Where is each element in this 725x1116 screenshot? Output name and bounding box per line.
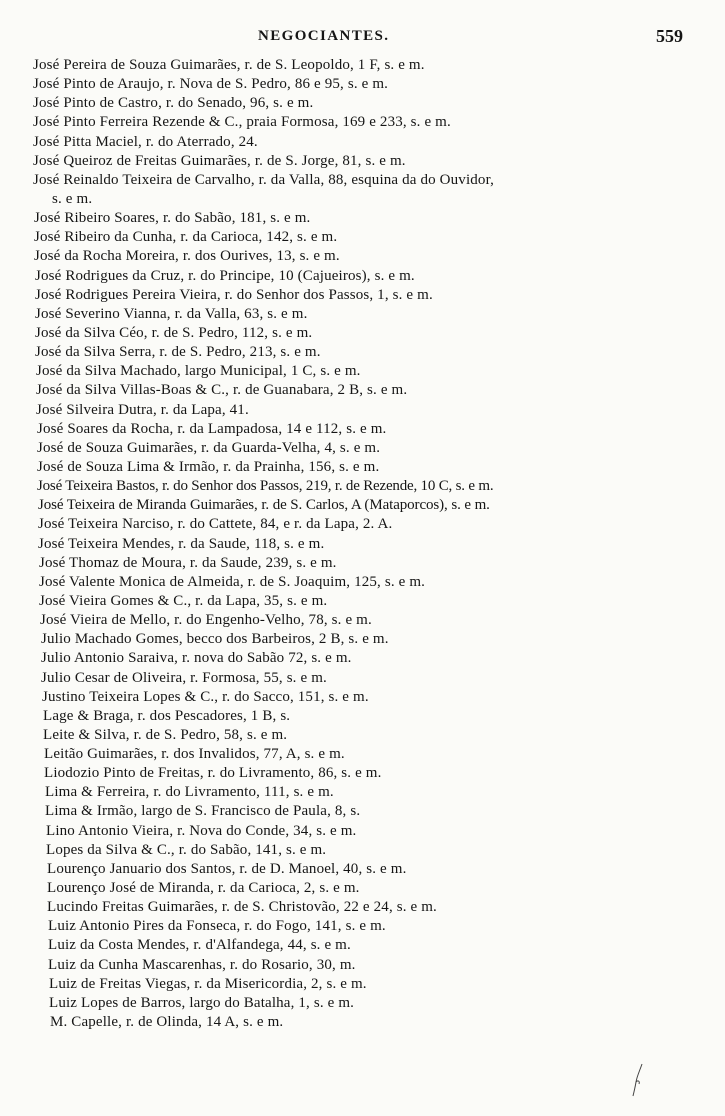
entry-text: José Silveira Dutra, r. da Lapa, 41. [36,401,249,418]
entry-text: José de Souza Guimarães, r. da Guarda-Velha, 4, s. e m. [37,439,381,456]
entry-text: José de Souza Lima & Irmão, r. da Prainha, 156, s. e m. [37,458,380,475]
list-item [0,879,725,898]
list-item [0,841,725,860]
entry-text: José Severino Vianna, r. da Valla, 63, s. e m. [35,305,308,322]
list-item [0,898,725,917]
entry-text: Leite & Silva, r. de S. Pedro, 58, s. e m. [43,726,288,743]
list-item [0,975,725,994]
entry-text: José Soares da Rocha, r. da Lampadosa, 14 e 112, s. e m. [37,420,387,437]
entry-text: José Pinto de Castro, r. do Senado, 96, s. e m. [33,95,314,112]
entry-text: José Pereira de Souza Guimarães, r. de S. Leopoldo, 1 F, s. e m. [33,57,425,73]
entry-text: José Reinaldo Teixeira de Carvalho, r. da Valla, 88, esquina da do Ouvidor, [33,171,495,188]
entry-text: José da Silva Céo, r. de S. Pedro, 112, s. e m. [35,324,313,341]
list-item [0,75,725,94]
list-item [0,152,725,171]
entry-text: Lourenço José de Miranda, r. da Carioca, 2, s. e m. [47,880,360,897]
list-item [0,381,725,400]
entry-text: José Teixeira de Miranda Guimarães, r. de S. Carlos, A (Mataporcos), s. e m. [38,497,490,514]
entry-text: José da Silva Villas-Boas & C., r. de Guanabara, 2 B, s. e m. [36,382,408,399]
list-item [0,726,725,745]
list-item [0,783,725,802]
list-item [0,764,725,783]
entry-text: Lima & Ferreira, r. do Livramento, 111, s. e m. [45,784,334,801]
entry-text: José Vieira de Mello, r. do Engenho-Velho, 78, s. e m. [40,612,372,629]
list-item [0,94,725,113]
entry-text: Luiz Antonio Pires da Fonseca, r. do Fogo, 141, s. e m. [48,918,386,935]
list-item [0,496,725,515]
list-item [0,247,725,266]
list-item [0,630,725,649]
entry-text: Julio Antonio Saraiva, r. nova do Sabão 72, s. e m. [41,650,352,667]
entry-text: José Rodrigues Pereira Vieira, r. do Senhor dos Passos, 1, s. e m. [35,286,433,303]
entry-text: Lage & Braga, r. dos Pescadores, 1 B, s. [43,707,291,724]
entry-text: José da Silva Serra, r. de S. Pedro, 213, s. e m. [35,344,321,361]
list-item [0,554,725,573]
list-item [0,707,725,726]
list-item [0,286,725,305]
list-item [0,439,725,458]
entry-text: José Teixeira Narciso, r. do Cattete, 84, e r. da Lapa, 2. A. [38,516,393,533]
list-item [0,592,725,611]
entry-text: Luiz da Cunha Mascarenhas, r. do Rosario, 30, m. [48,956,356,973]
list-item [0,994,725,1013]
list-item [0,535,725,554]
entry-text: José da Silva Machado, largo Municipal, 1 C, s. e m. [36,363,361,380]
list-item [0,305,725,324]
entry-text: Luiz Lopes de Barros, largo do Batalha, 1, s. e m. [49,994,355,1011]
list-item [0,362,725,381]
list-item [0,477,725,496]
list-item [0,343,725,362]
list-item [0,802,725,821]
entry-text: Leitão Guimarães, r. dos Invalidos, 77, A, s. e m. [44,746,345,763]
list-item [0,515,725,534]
entry-text: José da Rocha Moreira, r. dos Ourives, 13, s. e m. [34,248,340,265]
entry-text: Lourenço Januario dos Santos, r. de D. Manoel, 40, s. e m. [47,860,407,877]
entry-text: José Teixeira Mendes, r. da Saude, 118, s. e m. [38,535,325,552]
entry-text: M. Capelle, r. de Olinda, 14 A, s. e m. [50,1014,284,1031]
entry-text: José Pitta Maciel, r. do Aterrado, 24. [33,133,258,150]
entry-text: Julio Machado Gomes, becco dos Barbeiros, 2 B, s. e m. [41,631,389,648]
list-item [0,420,725,439]
entry-text: José Pinto Ferreira Rezende & C., praia Formosa, 169 e 233, s. e m. [33,114,451,131]
entry-text: José Vieira Gomes & C., r. da Lapa, 35, s. e m. [39,592,328,609]
list-item [0,171,725,190]
list-item [0,113,725,132]
entry-text: Lima & Irmão, largo de S. Francisco de Paula, 8, s. [45,803,361,820]
list-item [0,209,725,228]
entry-text: José Thomaz de Moura, r. da Saude, 239, s. e m. [39,554,337,571]
list-item [0,745,725,764]
list-item [0,860,725,879]
list-item [0,458,725,477]
list-item [0,573,725,592]
entry-text: José Ribeiro da Cunha, r. da Carioca, 142, s. e m. [34,229,338,246]
list-item [0,649,725,668]
entry-text: Luiz de Freitas Viegas, r. da Misericordia, 2, s. e m. [49,975,367,992]
pencil-mark [628,1060,648,1100]
list-item [0,822,725,841]
list-item [0,936,725,955]
list-item [0,611,725,630]
list-item [0,56,725,75]
entry-text: Julio Cesar de Oliveira, r. Formosa, 55, s. e m. [41,669,327,686]
list-item-continuation [0,190,725,209]
entry-text: s. e m. [52,190,93,207]
merchant-list [0,56,725,1032]
entry-text: Lino Antonio Vieira, r. Nova do Conde, 34, s. e m. [46,822,357,839]
list-item [0,228,725,247]
list-item [0,669,725,688]
list-item [0,267,725,286]
entry-text: Justino Teixeira Lopes & C., r. do Sacco, 151, s. e m. [42,688,369,705]
entry-text: José Queiroz de Freitas Guimarães, r. de S. Jorge, 81, s. e m. [33,152,406,169]
list-item [0,133,725,152]
entry-text: Lopes da Silva & C., r. do Sabão, 141, s. e m. [46,841,327,858]
list-item [0,401,725,420]
entry-text: José Pinto de Araujo, r. Nova de S. Pedro, 86 e 95, s. e m. [33,76,389,93]
entry-text: Liodozio Pinto de Freitas, r. do Livramento, 86, s. e m. [44,765,382,782]
section-title: NEGOCIANTES. [258,28,390,44]
list-item [0,1013,725,1032]
entry-text: Luiz da Costa Mendes, r. d'Alfandega, 44, s. e m. [48,937,351,954]
list-item [0,688,725,707]
list-item [0,917,725,936]
entry-text: José Valente Monica de Almeida, r. de S. Joaquim, 125, s. e m. [39,573,426,590]
entry-text: José Ribeiro Soares, r. do Sabão, 181, s. e m. [34,210,311,227]
list-item [0,956,725,975]
entry-text: Lucindo Freitas Guimarães, r. de S. Christovão, 22 e 24, s. e m. [47,899,437,916]
entry-text: José Teixeira Bastos, r. do Senhor dos Passos, 219, r. de Rezende, 10 C, s. e m. [37,478,494,495]
page-number: 559 [656,26,683,46]
page-header [0,26,725,50]
entry-text: José Rodrigues da Cruz, r. do Principe, 10 (Cajueiros), s. e m. [35,267,415,284]
list-item [0,324,725,343]
